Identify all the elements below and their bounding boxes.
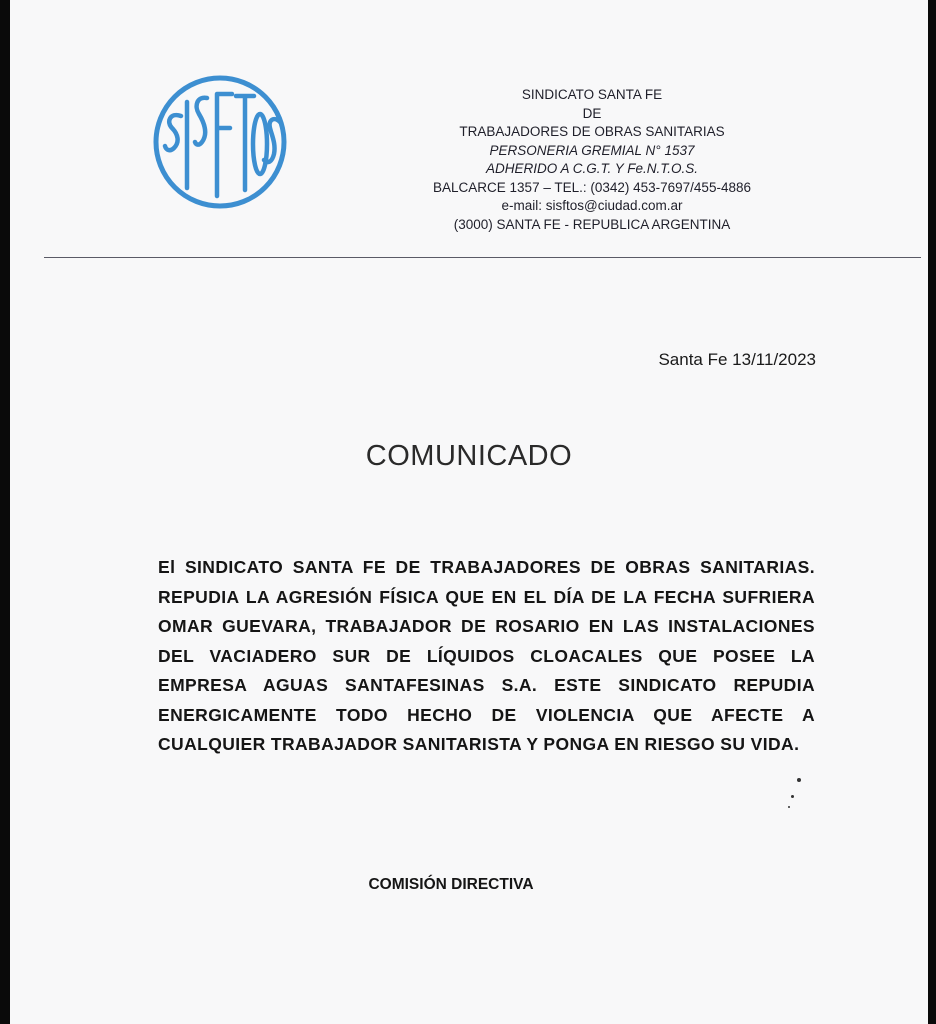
letterhead-de: DE xyxy=(582,105,602,121)
union-logo xyxy=(150,72,290,212)
document-date: Santa Fe 13/11/2023 xyxy=(658,350,816,369)
letterhead-adherido: ADHERIDO A C.G.T. Y Fe.N.T.O.S. xyxy=(485,161,699,176)
scan-speck xyxy=(788,806,790,808)
letterhead-address-phone: BALCARCE 1357 – TEL.: (0342) 453-7697/455-4886 xyxy=(433,179,751,195)
letterhead xyxy=(392,86,792,234)
letterhead-union-subtitle: TRABAJADORES DE OBRAS SANITARIAS xyxy=(459,124,725,139)
letterhead-email: e-mail: sisftos@ciudad.com.ar xyxy=(501,198,683,213)
scan-speck xyxy=(797,778,801,782)
document-page xyxy=(10,0,928,1024)
letterhead-personeria: PERSONERIA GREMIAL N° 1537 xyxy=(489,142,695,158)
header-divider xyxy=(44,257,921,258)
document-signature: COMISIÓN DIRECTIVA xyxy=(368,876,534,893)
letterhead-city: (3000) SANTA FE - REPUBLICA ARGENTINA xyxy=(453,216,731,232)
scan-speck xyxy=(791,795,794,798)
document-title: COMUNICADO xyxy=(365,440,573,472)
letterhead-union-name: SINDICATO SANTA FE xyxy=(521,87,663,102)
document-body: El SINDICATO SANTA FE DE TRABAJADORES DE OBRAS SANITARIAS. REPUDIA LA AGRESIÓN FÍSICA QUE EN EL DÍA DE LA FECHA SUFRIERA OMAR GUEVARA, TRABAJADOR DE ROSARIO EN LAS INSTALACIONES DEL VACIADERO SUR DE LÍQUIDOS CLOACALES QUE POSEE LA EMPRESA AGUAS SANTAFESINAS S.A. ESTE SINDICATO REPUDIA ENERGICAMENTE TODO HECHO DE VIOLENCIA QUE AFECTE A CUALQUIER TRABAJADOR SANITARISTA Y PONGA EN RIESGO SU VIDA. xyxy=(158,557,815,754)
